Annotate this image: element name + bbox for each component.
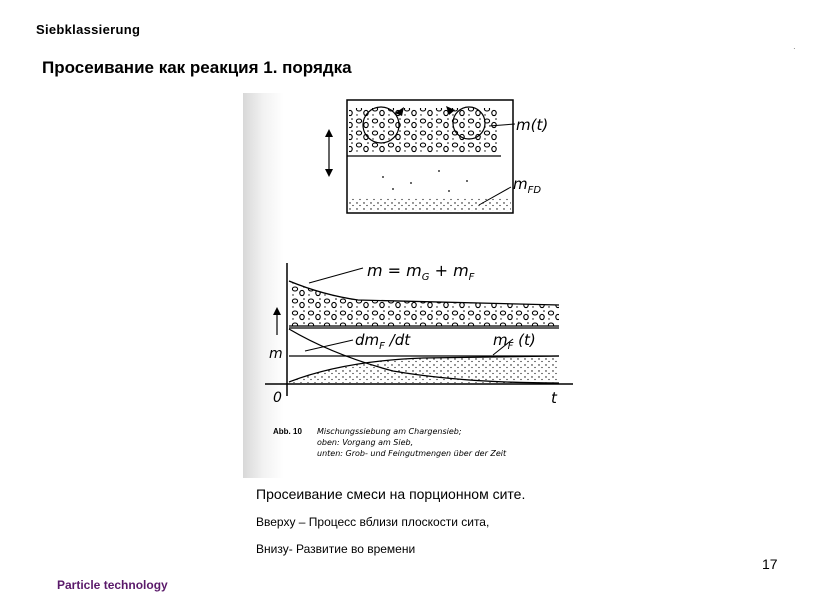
page-number: 17 xyxy=(762,556,778,572)
axis-origin: 0 xyxy=(273,390,282,406)
label-mfd: $m_{FD}$ xyxy=(513,175,542,196)
label-total-mass: $m = m_G + m_F$ xyxy=(367,261,475,283)
slide-title: Просеивание как реакция 1. порядка xyxy=(42,58,352,77)
caption-line-2: Вверху – Процесс вблизи плоскости сита, xyxy=(256,515,490,529)
decorative-dot: · xyxy=(793,44,796,53)
figure-caption-line2: oben: Vorgang am Sieb, xyxy=(317,438,414,447)
axis-label-t: t xyxy=(551,389,557,407)
footer-label: Particle technology xyxy=(57,578,168,592)
label-fines-mass: $m_F$ (t) xyxy=(493,331,536,352)
figure-caption-line3: unten: Grob- und Feingutmengen über der Zeit xyxy=(317,449,507,458)
figure-caption-line1: Mischungssiebung am Chargensieb; xyxy=(317,427,462,436)
figure-caption-number: Abb. 10 xyxy=(273,427,302,436)
section-header: Siebklassierung xyxy=(36,22,141,37)
caption-line-3: Внизу- Развитие во времени xyxy=(256,542,416,556)
label-rate: $dm_F$ /dt xyxy=(355,331,411,352)
caption-line-1: Просеивание смеси на порционном сите. xyxy=(256,486,526,502)
label-mass-t: m(t) xyxy=(516,116,549,134)
scanned-figure xyxy=(243,93,583,478)
axis-label-m: m xyxy=(269,346,283,362)
